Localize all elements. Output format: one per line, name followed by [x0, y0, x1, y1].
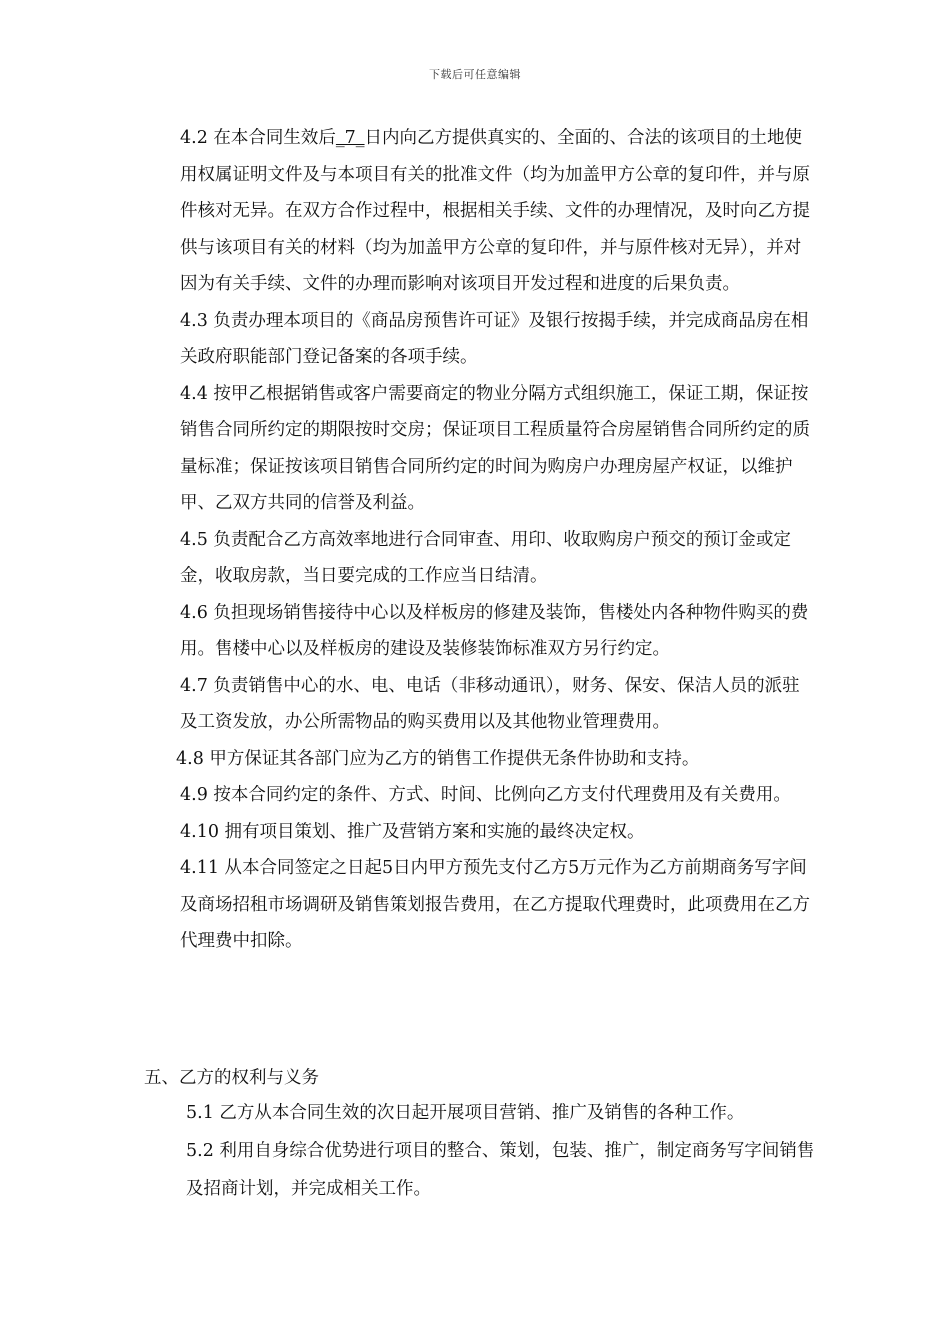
clause-4-5: 4.5 负责配合乙方高效率地进行合同审查、用印、收取购房户预交的预订金或定金，收取房款，当日要完成的工作应当日结清。 — [180, 529, 791, 586]
clause-4-8: 4.8 甲方保证其各部门应为乙方的销售工作提供无条件协助和支持。 — [176, 748, 700, 769]
clause-4-3: 4.3 负责办理本项目的《商品房预售许可证》及银行按揭手续，并完成商品房在相关政府职能部门登记备案的各项手续。 — [180, 310, 809, 367]
clause-4-2 — [180, 120, 810, 303]
page-header: 下载后可任意编辑 — [429, 68, 521, 81]
contract-body — [176, 120, 810, 960]
clause-4-2-days: _7_ — [335, 128, 365, 148]
clause-5-1: 5.1 乙方从本合同生效的次日起开展项目营销、推广及销售的各种工作。 — [186, 1103, 745, 1123]
section-5-title: 五、乙方的权利与义务 — [144, 1068, 319, 1088]
clause-4-2-rest: 日内向乙方提供真实的、全面的、合法的该项目的土地使用权属证明文件及与本项目有关的批准文件（均为加盖甲方公章的复印件，并与原件核对无异。在双方合作过程中，根据相关手续、文件的办理情况，及时向乙方提供与该项目有关的材料（均为加盖甲方公章的复印件，并与原件核对无异），并对因为有关手续、文件的办理而影响对该项目开发过程和进度的后果负责。 — [180, 128, 810, 294]
clause-4-11: 4.11 从本合同签定之日起5日内甲方预先支付乙方5万元作为乙方前期商务写字间及商场招租市场调研及销售策划报告费用，在乙方提取代理费时，此项费用在乙方代理费中扣除。 — [180, 858, 810, 951]
section-5-body — [186, 1094, 816, 1208]
clause-4-2-start: 4.2 在本合同生效后 — [180, 128, 336, 148]
clause-5-2: 5.2 利用自身综合优势进行项目的整合、策划，包装、推广，制定商务写字间销售及招商计划，并完成相关工作。 — [186, 1141, 815, 1199]
clause-4-10: 4.10 拥有项目策划、推广及营销方案和实施的最终决定权。 — [180, 821, 645, 842]
clause-4-6: 4.6 负担现场销售接待中心以及样板房的修建及装饰，售楼处内各种物件购买的费用。售楼中心以及样板房的建设及装修装饰标准双方另行约定。 — [180, 602, 809, 659]
clause-4-7: 4.7 负责销售中心的水、电、电话（非移动通讯），财务、保安、保洁人员的派驻及工资发放，办公所需物品的购买费用以及其他物业管理费用。 — [180, 675, 800, 732]
clause-4-4: 4.4 按甲乙根据销售或客户需要商定的物业分隔方式组织施工，保证工期，保证按销售合同所约定的期限按时交房；保证项目工程质量符合房屋销售合同所约定的质量标准；保证按该项目销售合同所约定的时间为购房户办理房屋产权证，以维护甲、乙双方共同的信誉及利益。 — [180, 383, 810, 513]
clause-4-9: 4.9 按本合同约定的条件、方式、时间、比例向乙方支付代理费用及有关费用。 — [180, 785, 791, 805]
